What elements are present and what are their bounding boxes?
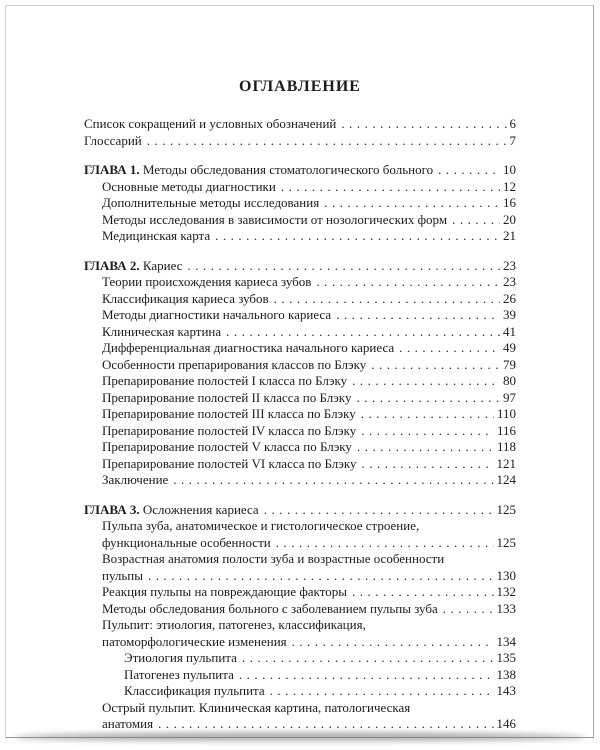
toc-entry <box>84 212 516 229</box>
toc-page-number: 121 <box>496 455 516 471</box>
toc-page-number: 41 <box>503 323 516 339</box>
toc-entry-label: функциональные особенности <box>102 534 271 550</box>
dot-leader <box>371 357 500 374</box>
toc-entry <box>84 617 516 650</box>
toc-page-number: 10 <box>503 162 516 177</box>
dot-leader <box>215 228 500 245</box>
toc-entry-label: Методы диагностики начального кариеса <box>102 307 332 322</box>
toc-page-number: 133 <box>496 600 516 616</box>
toc-entry-label: Препарирование полостей IV класса по Блэку <box>102 422 357 438</box>
toc-page-number: 134 <box>496 633 516 649</box>
toc-page-number: 16 <box>503 195 516 210</box>
toc-entry <box>84 340 516 357</box>
toc-entry-label: Медицинская карта <box>102 228 211 243</box>
dot-leader <box>274 291 500 308</box>
dot-leader <box>361 423 494 440</box>
toc-entry <box>84 439 516 456</box>
toc-entry-label: Препарирование полостей I класса по Блэку <box>102 373 348 388</box>
toc-page-number: 146 <box>496 716 516 731</box>
toc-entry <box>84 700 516 733</box>
toc-page-number: 132 <box>496 584 516 599</box>
toc-entry-label: Методы исследования в зависимости от нозологических форм <box>102 211 448 227</box>
toc-entry <box>84 133 516 150</box>
dot-leader <box>336 307 500 324</box>
toc-entry <box>84 456 516 473</box>
toc-entry-label: Препарирование полостей VI класса по Блэку <box>102 455 357 471</box>
toc-entry <box>84 179 516 196</box>
toc-entry-label: Классификация пульпита <box>124 683 265 698</box>
dot-leader <box>341 116 506 133</box>
dot-leader <box>187 258 500 275</box>
toc-page-number: 21 <box>503 228 516 243</box>
dot-leader <box>158 716 493 733</box>
toc-entry <box>84 274 516 291</box>
toc-entry <box>84 551 516 584</box>
toc-list <box>84 116 516 733</box>
dot-leader <box>316 274 500 291</box>
toc-entry-label: Пульпа зуба, анатомическое и гистологическое строение, <box>102 518 420 533</box>
toc-page-number: 110 <box>496 406 516 421</box>
toc-entry <box>84 357 516 374</box>
toc-page-number: 125 <box>496 534 516 550</box>
toc-entry-label: ГЛАВА 2. Кариес <box>84 257 183 273</box>
toc-entry <box>84 584 516 601</box>
dot-leader <box>357 439 494 456</box>
toc-entry-label: Дифференциальная диагностика начального кариеса <box>102 340 395 355</box>
toc-entry-label: Глоссарий <box>84 132 142 148</box>
dot-leader <box>399 340 500 357</box>
toc-entry <box>84 373 516 390</box>
toc-page-number: 26 <box>503 290 516 306</box>
dot-leader <box>239 667 494 684</box>
page-edge-shadow <box>14 732 586 741</box>
dot-leader <box>361 406 494 423</box>
toc-chapter-entry <box>84 258 516 275</box>
toc-entry <box>84 195 516 212</box>
toc-entry-label: Теории происхождения кариеса зубов <box>102 274 312 289</box>
toc-page-number: 138 <box>496 666 516 682</box>
toc-entry-label: Основные методы диагностики <box>102 178 276 194</box>
dot-leader <box>362 456 494 473</box>
toc-page-number: 79 <box>503 356 516 372</box>
toc-entry-label: ГЛАВА 3. Осложнения кариеса <box>84 501 259 517</box>
toc-entry-label: Особенности препарирования классов по Блэку <box>102 356 367 372</box>
page-content <box>84 78 516 733</box>
toc-entry <box>84 601 516 618</box>
toc-entry-label: патоморфологические изменения <box>102 633 287 649</box>
toc-entry-label: Возрастная анатомия полости зуба и возрастные особенности <box>102 551 445 566</box>
dot-leader <box>226 324 500 341</box>
dot-leader <box>438 162 500 179</box>
toc-page-number: 23 <box>503 274 516 289</box>
toc-entry-label: Этиология пульпита <box>124 650 237 665</box>
toc-entry <box>84 650 516 667</box>
toc-entry <box>84 683 516 700</box>
toc-entry <box>84 228 516 245</box>
toc-entry-label: Заключение <box>102 472 169 487</box>
dot-leader <box>443 601 494 618</box>
toc-page-number: 118 <box>496 439 516 454</box>
toc-page-number: 143 <box>496 683 516 698</box>
dot-leader <box>270 683 494 700</box>
dot-leader <box>352 373 500 390</box>
toc-page-number: 135 <box>496 650 516 665</box>
dot-leader <box>147 133 507 150</box>
dot-leader <box>324 195 500 212</box>
toc-entry-label: Пульпит: этиология, патогенез, классификация, <box>102 617 366 632</box>
toc-entry-label: Препарирование полостей V класса по Блэку <box>102 439 352 454</box>
toc-page-number: 130 <box>496 567 516 583</box>
toc-page-number: 125 <box>496 501 516 517</box>
toc-page-number: 124 <box>496 472 516 487</box>
toc-entry-label: Препарирование полостей II класса по Блэку <box>102 389 352 405</box>
toc-entry <box>84 307 516 324</box>
toc-entry-label: Методы обследования больного с заболеванием пульпы зуба <box>102 600 438 616</box>
toc-entry-label: пульпы <box>102 567 143 583</box>
toc-entry-label: Список сокращений и условных обозначений <box>84 116 337 131</box>
toc-page-number: 39 <box>503 307 516 322</box>
toc-chapter-entry <box>84 162 516 179</box>
toc-entry <box>84 518 516 551</box>
dot-leader <box>352 584 494 601</box>
toc-entry-label: Реакция пульпы на повреждающие факторы <box>102 584 347 599</box>
toc-page-number: 20 <box>503 211 516 227</box>
dot-leader <box>276 535 494 552</box>
toc-entry <box>84 390 516 407</box>
toc-page-number: 12 <box>503 178 516 194</box>
toc-page-number: 97 <box>503 389 516 405</box>
toc-page-number: 80 <box>503 373 516 388</box>
toc-entry <box>84 423 516 440</box>
toc-entry <box>84 667 516 684</box>
toc-entry <box>84 324 516 341</box>
toc-entry <box>84 406 516 423</box>
toc-page-number: 7 <box>509 132 516 148</box>
dot-leader <box>148 568 494 585</box>
page-title: ОГЛАВЛЕНИЕ <box>239 78 361 95</box>
dot-leader <box>356 390 500 407</box>
dot-leader <box>281 179 500 196</box>
chapter-number-label: ГЛАВА 2. <box>84 257 143 273</box>
toc-entry-label: Дополнительные методы исследования <box>102 195 320 210</box>
toc-entry-label: Патогенез пульпита <box>124 666 234 682</box>
toc-page-number: 6 <box>509 116 516 131</box>
dot-leader <box>264 502 494 519</box>
dot-leader <box>173 472 493 489</box>
toc-page-number: 23 <box>503 257 516 273</box>
toc-entry-label: Клиническая картина <box>102 323 222 339</box>
toc-entry-label: ГЛАВА 1. Методы обследования стоматологического больного <box>84 162 434 177</box>
toc-page-number: 49 <box>503 340 516 355</box>
toc-entry <box>84 291 516 308</box>
chapter-number-label: ГЛАВА 1. <box>84 162 143 177</box>
toc-entry <box>84 472 516 489</box>
toc-entry-label: анатомия <box>102 716 154 731</box>
dot-leader <box>452 212 500 229</box>
toc-entry-label: Острый пульпит. Клиническая картина, патологическая <box>102 699 411 715</box>
toc-entry-label: Классификация кариеса зубов <box>102 290 269 306</box>
chapter-number-label: ГЛАВА 3. <box>84 501 143 517</box>
toc-entry <box>84 116 516 133</box>
toc-entry-label: Препарирование полостей III класса по Блэку <box>102 406 356 421</box>
toc-chapter-entry <box>84 502 516 519</box>
dot-leader <box>242 650 494 667</box>
dot-leader <box>292 634 494 651</box>
toc-page-number: 116 <box>496 422 516 438</box>
